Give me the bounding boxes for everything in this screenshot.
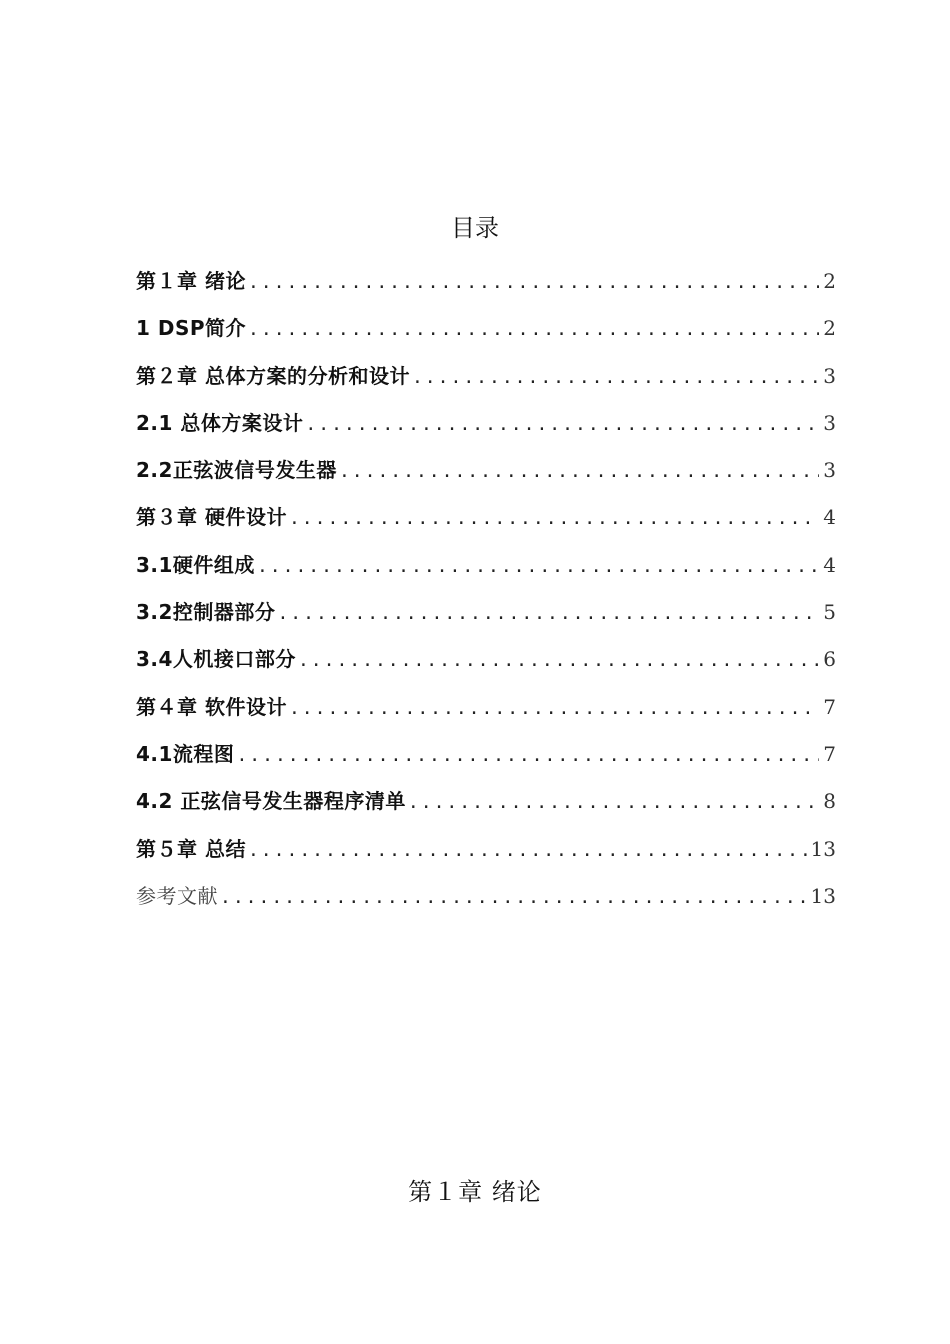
toc-entry-label: 1 DSP简介 <box>136 316 247 341</box>
toc-entry-page-number: 13 <box>810 883 836 908</box>
toc-entry-page-number: 2 <box>823 316 836 341</box>
toc-dot-leader <box>248 827 807 874</box>
toc-entry[interactable] <box>136 589 836 636</box>
toc-entry-label: 第１章 绪论 <box>136 269 246 293</box>
toc-entry-label: 3.1硬件组成 <box>136 552 255 577</box>
toc-entry-label: 2.1 总体方案设计 <box>136 410 304 435</box>
toc-entry-label: 3.4人机接口部分 <box>136 647 296 672</box>
toc-dot-leader <box>289 495 819 542</box>
toc-entry[interactable] <box>136 636 836 683</box>
toc-dot-leader <box>236 732 819 779</box>
toc-entry-page-number: 7 <box>823 741 836 766</box>
toc-entry-page-number: 13 <box>810 836 836 861</box>
toc-dot-leader <box>257 543 819 590</box>
toc-entry[interactable] <box>136 873 836 920</box>
toc-entry[interactable] <box>136 826 836 873</box>
toc-dot-leader <box>220 874 807 921</box>
toc-entry-label: 4.1流程图 <box>136 741 235 766</box>
toc-entry[interactable] <box>136 353 836 400</box>
toc-entry-page-number: 7 <box>823 694 836 719</box>
toc-entry-page-number: 3 <box>823 363 836 388</box>
toc-entry[interactable] <box>136 400 836 447</box>
toc-entry-page-number: 3 <box>823 410 836 435</box>
toc-dot-leader <box>408 779 819 826</box>
toc-entry[interactable] <box>136 447 836 494</box>
table-of-contents <box>136 258 836 920</box>
toc-dot-leader <box>277 590 819 637</box>
chapter-heading: 第１章 绪论 <box>408 1178 542 1206</box>
toc-entry[interactable] <box>136 494 836 541</box>
toc-entry[interactable] <box>136 778 836 825</box>
toc-entry-label: 参考文献 <box>136 883 218 908</box>
toc-entry-page-number: 3 <box>823 458 836 483</box>
toc-title: 目录 <box>451 214 499 242</box>
toc-entry-label: 第５章 总结 <box>136 836 246 861</box>
toc-dot-leader <box>305 401 819 448</box>
toc-entry[interactable] <box>136 684 836 731</box>
toc-entry-label: 4.2 正弦信号发生器程序清单 <box>136 789 406 814</box>
toc-entry[interactable] <box>136 731 836 778</box>
toc-dot-leader <box>289 685 819 732</box>
toc-dot-leader <box>298 637 819 684</box>
toc-entry-page-number: 6 <box>823 647 836 672</box>
toc-entry-label: 第２章 总体方案的分析和设计 <box>136 363 410 388</box>
toc-entry-label: 3.2控制器部分 <box>136 600 276 625</box>
toc-entry-label: 第４章 软件设计 <box>136 694 287 719</box>
toc-dot-leader <box>412 354 819 401</box>
toc-entry-page-number: 4 <box>823 505 836 530</box>
toc-entry[interactable] <box>136 258 836 305</box>
toc-entry-label: 第３章 硬件设计 <box>136 505 287 530</box>
toc-entry-page-number: 8 <box>823 789 836 814</box>
toc-entry-page-number: 4 <box>823 552 836 577</box>
toc-entry-page-number: 2 <box>823 269 836 293</box>
toc-dot-leader <box>339 448 819 495</box>
toc-entry-page-number: 5 <box>823 600 836 625</box>
toc-entry[interactable] <box>136 305 836 352</box>
toc-dot-leader <box>248 259 819 306</box>
toc-entry-label: 2.2正弦波信号发生器 <box>136 458 337 483</box>
toc-dot-leader <box>248 306 819 353</box>
toc-entry[interactable] <box>136 542 836 589</box>
